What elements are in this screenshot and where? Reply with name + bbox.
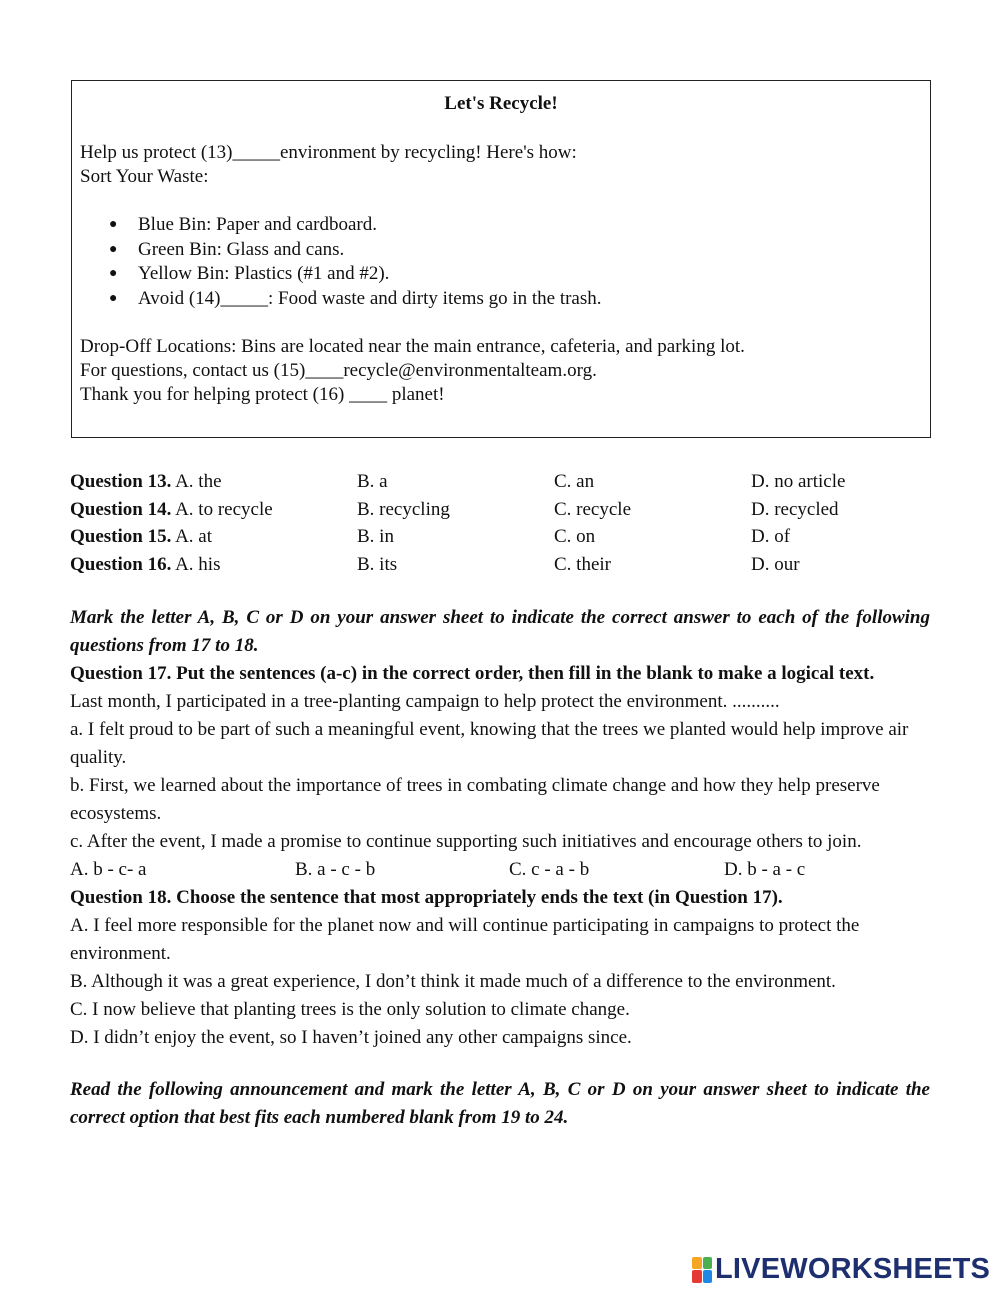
sort-heading: Sort Your Waste: xyxy=(80,166,209,187)
list-item: ● Blue Bin: Paper and cardboard. xyxy=(80,213,922,238)
sentence-c: c. After the event, I made a promise to continue supporting such initiatives and encourage others to join. xyxy=(70,831,862,852)
option-c[interactable]: C. their xyxy=(554,553,611,575)
option-b[interactable]: B. recycling xyxy=(357,498,450,520)
question-label: Question 13. xyxy=(70,471,172,492)
instruction-17-18: Mark the letter A, B, C or D on your answer sheet to indicate the correct answer to each of the following questions from 17 to 18. xyxy=(70,607,930,656)
question-row-15 xyxy=(70,523,970,551)
liveworksheets-logo xyxy=(692,1253,990,1286)
option-a[interactable]: A. to recycle xyxy=(175,498,273,520)
question-row-14 xyxy=(70,496,970,524)
sentence-b: b. First, we learned about the importance of trees in combating climate change and how they help preserve ecosystems. xyxy=(70,775,880,824)
contact-text: For questions, contact us (15)____recycle@environmentalteam.org. xyxy=(80,360,597,381)
logo-text: LIVEWORKSHEETS xyxy=(715,1253,991,1285)
question-18-prompt: Question 18. Choose the sentence that most appropriately ends the text (in Question 17). xyxy=(70,887,783,908)
option-c[interactable]: C. c - a - b xyxy=(509,859,590,880)
question-options-table xyxy=(70,468,970,578)
bullet-icon: ● xyxy=(109,266,118,281)
question-17-prompt: Question 17. Put the sentences (a-c) in the correct order, then fill in the blank to make a logical text. xyxy=(70,663,875,684)
option-d[interactable]: D. of xyxy=(751,526,791,547)
bullet-icon: ● xyxy=(109,217,118,232)
question-row-16 xyxy=(70,551,970,579)
sentence-a: a. I felt proud to be part of such a meaningful event, knowing that the trees we planted would help improve air quality. xyxy=(70,719,909,768)
question-label: Question 15. xyxy=(70,526,172,547)
option-d[interactable]: D. our xyxy=(751,553,800,575)
option-c[interactable]: C. recycle xyxy=(554,498,632,520)
option-b[interactable]: B. a xyxy=(357,471,388,492)
option-a[interactable]: A. the xyxy=(175,471,222,492)
instruction-19-24: Read the following announcement and mark the letter A, B, C or D on your answer sheet to indicate the correct option that best fits each numbered blank from 19 to 24. xyxy=(70,1079,930,1128)
option-c[interactable]: C. an xyxy=(554,471,595,492)
option-c[interactable]: C. I now believe that planting trees is the only solution to climate change. xyxy=(70,999,630,1020)
option-b[interactable]: B. in xyxy=(357,526,394,547)
option-a[interactable]: A. at xyxy=(175,526,212,547)
bullet-icon: ● xyxy=(109,290,118,306)
option-d[interactable]: D. I didn’t enjoy the event, so I haven’t joined any other campaigns since. xyxy=(70,1027,632,1048)
question-label: Question 16. xyxy=(70,553,172,575)
question-17-options xyxy=(70,856,930,884)
recycle-notice-box xyxy=(71,80,931,438)
question-row-13 xyxy=(70,468,970,496)
notice-title: Let's Recycle! xyxy=(444,93,558,114)
option-d[interactable]: D. b - a - c xyxy=(724,859,806,880)
option-a[interactable]: A. his xyxy=(175,553,221,575)
option-c[interactable]: C. on xyxy=(554,526,596,547)
thanks-text: Thank you for helping protect (16) ____ planet! xyxy=(80,384,445,405)
option-a[interactable]: A. b - c- a xyxy=(70,859,147,880)
option-d[interactable]: D. no article xyxy=(751,471,846,492)
questions-17-18-section xyxy=(70,604,930,1132)
question-17-lead: Last month, I participated in a tree-planting campaign to help protect the environment. .......... xyxy=(70,691,780,712)
list-item: ● Green Bin: Glass and cans. xyxy=(80,238,922,263)
option-b[interactable]: B. Although it was a great experience, I don’t think it made much of a difference to the environment. xyxy=(70,971,836,992)
option-b[interactable]: B. a - c - b xyxy=(295,859,376,880)
list-item: ● Yellow Bin: Plastics (#1 and #2). xyxy=(80,262,922,287)
logo-mark-icon xyxy=(692,1257,712,1283)
option-b[interactable]: B. its xyxy=(357,553,398,575)
question-label: Question 14. xyxy=(70,498,172,520)
list-item: ● Avoid (14)_____: Food waste and dirty items go in the trash. xyxy=(80,287,922,312)
bin-list xyxy=(80,213,922,311)
dropoff-text: Drop-Off Locations: Bins are located near the main entrance, cafeteria, and parking lot. xyxy=(80,336,745,357)
notice-intro: Help us protect (13)_____environment by recycling! Here's how: xyxy=(80,142,577,163)
option-d[interactable]: D. recycled xyxy=(751,498,839,520)
bullet-icon: ● xyxy=(109,241,118,257)
option-a[interactable]: A. I feel more responsible for the planet now and will continue participating in campaigns to protect the environment. xyxy=(70,915,860,964)
